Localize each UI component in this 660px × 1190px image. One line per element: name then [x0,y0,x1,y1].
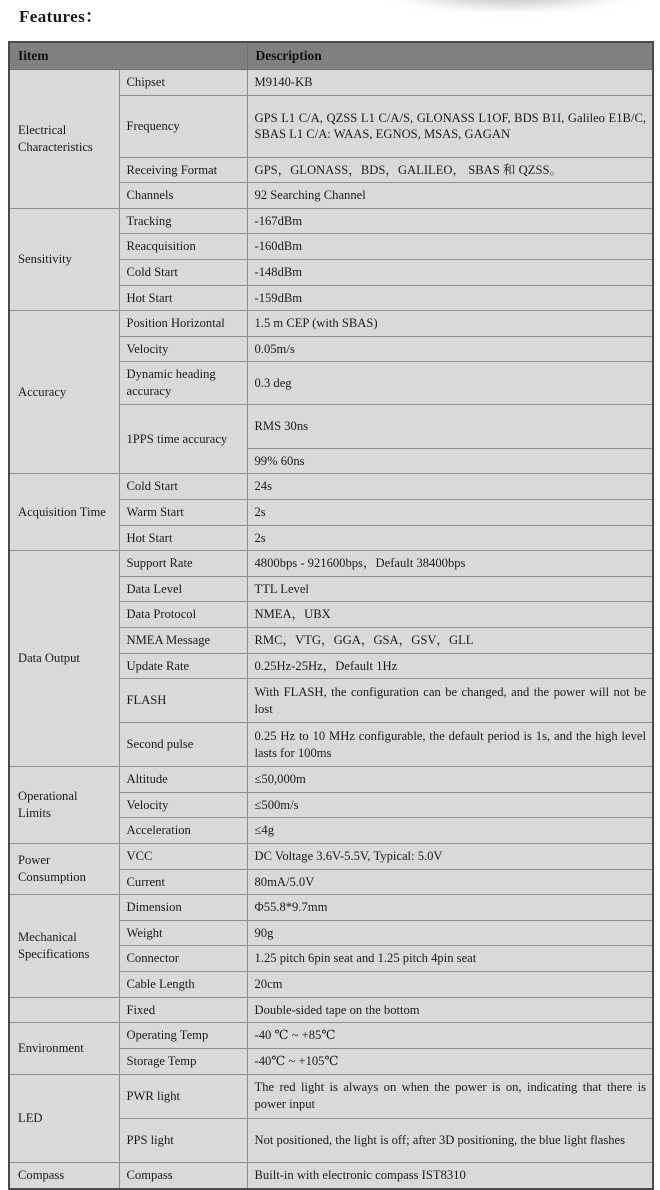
category-cell: Data Output [9,551,119,767]
description-cell: 0.3 deg [247,362,653,404]
description-cell: Built-in with electronic compass IST8310 [247,1162,653,1189]
description-cell: 1.5 m CEP (with SBAS) [247,311,653,337]
item-cell: NMEA Message [119,627,247,653]
item-cell: FLASH [119,679,247,723]
description-cell: GPS，GLONASS，BDS，GALILEO， SBAS 和 QZSS。 [247,157,653,183]
description-cell: -159dBm [247,285,653,311]
description-cell: RMC，VTG，GGA，GSA，GSV，GLL [247,627,653,653]
item-cell: Connector [119,946,247,972]
description-cell: 0.25 Hz to 10 MHz configurable, the default period is 1s, and the high level lasts for 100ms [247,723,653,767]
table-row [9,997,653,1023]
table-row [9,844,653,870]
item-cell: Compass [119,1162,247,1189]
features-specification-table [8,41,654,1190]
item-cell: Fixed [119,997,247,1023]
item-cell: Channels [119,183,247,209]
description-cell: 80mA/5.0V [247,869,653,895]
description-cell: RMS 30ns [247,404,653,448]
item-cell: Altitude [119,767,247,793]
item-cell: Receiving Format [119,157,247,183]
description-cell: -160dBm [247,234,653,260]
item-cell: Cold Start [119,260,247,286]
description-cell: 4800bps - 921600bps，Default 38400bps [247,551,653,577]
table-row [9,70,653,96]
category-cell: Environment [9,1023,119,1074]
item-cell: Weight [119,920,247,946]
description-cell: 20cm [247,972,653,998]
column-header-item: Iitem [9,42,247,70]
table-row [9,551,653,577]
item-cell: Cable Length [119,972,247,998]
description-cell: NMEA，UBX [247,602,653,628]
item-cell: Dynamic heading accuracy [119,362,247,404]
description-cell: 2s [247,525,653,551]
item-cell: Storage Temp [119,1048,247,1074]
item-cell: VCC [119,844,247,870]
description-cell: 0.25Hz-25Hz，Default 1Hz [247,653,653,679]
category-cell: Accuracy [9,311,119,474]
table-row [9,1074,653,1118]
item-cell: Velocity [119,792,247,818]
item-cell: Frequency [119,95,247,157]
item-cell: Support Rate [119,551,247,577]
category-cell: Mechanical Specifications [9,895,119,997]
description-cell: Double-sided tape on the bottom [247,997,653,1023]
category-cell [9,997,119,1023]
description-cell: Φ55.8*9.7mm [247,895,653,921]
category-cell: LED [9,1074,119,1162]
description-cell: With FLASH, the configuration can be changed, and the power will not be lost [247,679,653,723]
description-cell: TTL Level [247,576,653,602]
description-cell: 90g [247,920,653,946]
category-cell: Sensitivity [9,208,119,310]
category-cell: Power Consumption [9,844,119,895]
description-cell: -40℃ ~ +105℃ [247,1048,653,1074]
item-cell: Data Level [119,576,247,602]
item-cell: Current [119,869,247,895]
table-row [9,767,653,793]
item-cell: Hot Start [119,525,247,551]
table-row [9,311,653,337]
item-cell: Hot Start [119,285,247,311]
category-cell: Acquisition Time [9,474,119,551]
category-cell: Compass [9,1162,119,1189]
item-cell: Position Horizontal [119,311,247,337]
item-cell: 1PPS time accuracy [119,404,247,474]
description-cell: 2s [247,499,653,525]
item-cell: Reacquisition [119,234,247,260]
description-cell: ≤500m/s [247,792,653,818]
item-cell: Operating Temp [119,1023,247,1049]
category-cell: Electrical Characteristics [9,70,119,209]
table-row [9,474,653,500]
item-cell: Warm Start [119,499,247,525]
item-cell: PWR light [119,1074,247,1118]
description-cell: -148dBm [247,260,653,286]
item-cell: Acceleration [119,818,247,844]
table-row [9,895,653,921]
table-row [9,1023,653,1049]
category-cell: Operational Limits [9,767,119,844]
description-cell: -40 ℃ ~ +85℃ [247,1023,653,1049]
table-body [9,70,653,1189]
page-title: Features： [19,7,103,26]
description-cell: 99% 60ns [247,448,653,474]
description-cell: ≤50,000m [247,767,653,793]
table-header [9,42,653,70]
item-cell: Update Rate [119,653,247,679]
description-cell: 92 Searching Channel [247,183,653,209]
item-cell: PPS light [119,1118,247,1162]
description-cell: 24s [247,474,653,500]
description-cell: GPS L1 C/A, QZSS L1 C/A/S, GLONASS L1OF, BDS B1I, Galileo E1B/C, SBAS L1 C/A: WAAS, EGNOS, MSAS, GAGAN [247,95,653,157]
item-cell: Velocity [119,336,247,362]
table-header-row [9,42,653,70]
table-row [9,208,653,234]
item-cell: Dimension [119,895,247,921]
description-cell: M9140-KB [247,70,653,96]
item-cell: Chipset [119,70,247,96]
description-cell: The red light is always on when the power is on, indicating that there is power input [247,1074,653,1118]
scan-shadow-artifact [386,0,636,12]
description-cell: 0.05m/s [247,336,653,362]
item-cell: Second pulse [119,723,247,767]
item-cell: Data Protocol [119,602,247,628]
description-cell: -167dBm [247,208,653,234]
description-cell: DC Voltage 3.6V-5.5V, Typical: 5.0V [247,844,653,870]
item-cell: Tracking [119,208,247,234]
description-cell: ≤4g [247,818,653,844]
item-cell: Cold Start [119,474,247,500]
column-header-description: Description [247,42,653,70]
description-cell: 1.25 pitch 6pin seat and 1.25 pitch 4pin seat [247,946,653,972]
description-cell: Not positioned, the light is off; after 3D positioning, the blue light flashes [247,1118,653,1162]
